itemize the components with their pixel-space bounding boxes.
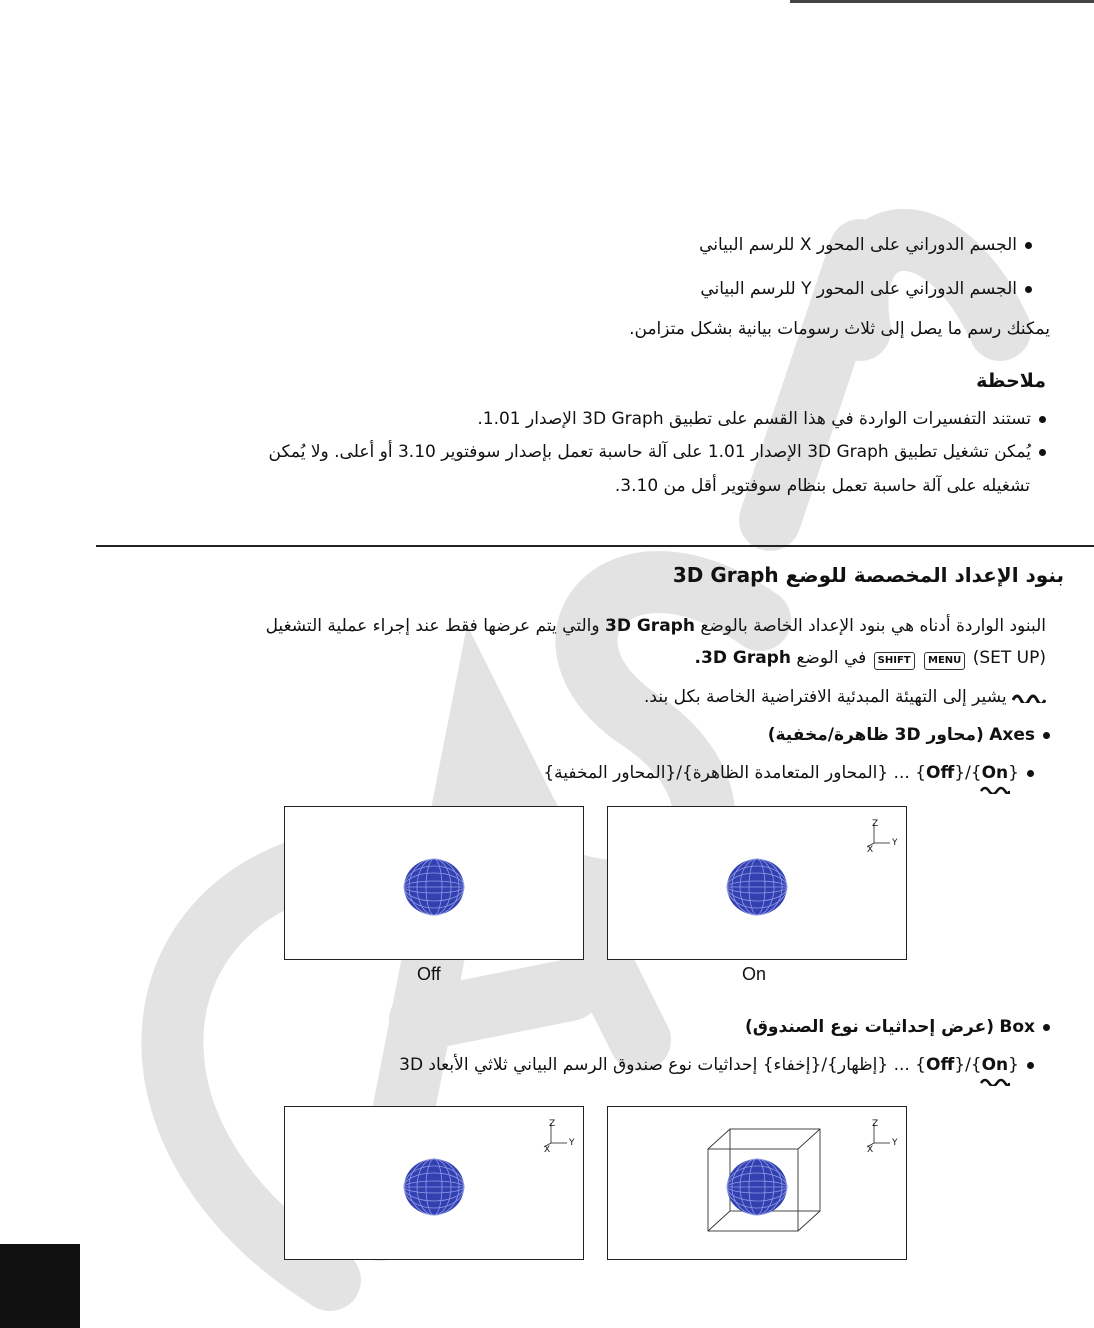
intro-bullet-y: الجسم الدوراني على المحور Y للرسم البياني bbox=[700, 278, 1032, 300]
sphere-graph bbox=[285, 807, 583, 959]
bullet-dot bbox=[1039, 449, 1046, 456]
bullet-dot bbox=[1027, 1062, 1034, 1069]
bullet-dot bbox=[1043, 732, 1050, 739]
note-title: ملاحظة bbox=[976, 370, 1046, 392]
page-tab-marker bbox=[0, 1244, 80, 1328]
box-options: {On }/{Off} ... {إظهار}/{إخفاء} إحداثيات نوع صندوق الرسم البياني ثلاثي الأبعاد 3D bbox=[399, 1054, 1034, 1076]
axis-label-x: X bbox=[544, 1145, 551, 1155]
shift-key: SHIFT bbox=[874, 652, 915, 670]
box-on-screen bbox=[607, 1106, 907, 1260]
axes-off-caption: Off bbox=[417, 964, 441, 984]
axes-off-screen bbox=[284, 806, 584, 960]
section-desc-line2: (SET UP) MENU SHIFT في الوضع 3D Graph. bbox=[694, 648, 1046, 668]
intro-bullet-x: الجسم الدوراني على المحور X للرسم البياني bbox=[699, 234, 1032, 256]
axis-indicator-icon bbox=[544, 1123, 567, 1147]
box-off-screen bbox=[284, 1106, 584, 1260]
default-wavy-icon bbox=[980, 784, 1010, 794]
box-heading: Box (عرض إحداثيات نوع الصندوق) bbox=[745, 1016, 1050, 1038]
axes-on-caption: On bbox=[742, 964, 767, 984]
axis-label-x: X bbox=[867, 1145, 874, 1155]
note-item-2: يُمكن تشغيل تطبيق 3D Graph الإصدار 1.01 على آلة حاسبة تعمل بإصدار سوفتوير 3.10 أو أعلى. ولا يُمكن bbox=[269, 441, 1046, 463]
axis-label-z: Z bbox=[549, 1119, 556, 1129]
axis-label-z: Z bbox=[872, 819, 879, 829]
note-item-2-cont: تشغيله على آلة حاسبة تعمل بنظام سوفتوير أقل من 3.10. bbox=[614, 476, 1030, 496]
default-legend: يشير إلى التهيئة المبدئية الافتراضية الخاصة بكل بند. bbox=[644, 686, 1046, 708]
section-divider bbox=[96, 545, 1094, 547]
top-rule bbox=[790, 0, 1094, 3]
bullet-dot bbox=[1039, 416, 1046, 423]
sphere-graph bbox=[285, 1107, 583, 1259]
axes-heading: Axes (محاور 3D ظاهرة/مخفية) bbox=[768, 724, 1050, 746]
bullet-dot bbox=[1025, 242, 1032, 249]
axis-indicator-icon bbox=[867, 823, 890, 847]
axes-options: {On }/{Off} ... {المحاور المتعامدة الظاهرة}/{المحاور المخفية} bbox=[543, 762, 1034, 784]
default-wavy-icon bbox=[1012, 691, 1046, 703]
bullet-dot bbox=[1043, 1024, 1050, 1031]
default-wavy-icon bbox=[980, 1076, 1010, 1086]
axes-on-screen bbox=[607, 806, 907, 960]
menu-key: MENU bbox=[924, 652, 965, 670]
sphere-box-graph bbox=[608, 1107, 906, 1259]
bullet-dot bbox=[1027, 770, 1034, 777]
bullet-dot bbox=[1025, 286, 1032, 293]
axis-indicator-icon bbox=[867, 1123, 890, 1147]
sphere-graph bbox=[608, 807, 906, 959]
intro-summary: يمكنك رسم ما يصل إلى ثلاث رسومات بيانية بشكل متزامن. bbox=[629, 319, 1050, 339]
axis-label-y: Y bbox=[569, 1138, 575, 1148]
axis-label-y: Y bbox=[892, 1138, 898, 1148]
section-desc-line1: البنود الواردة أدناه هي بنود الإعداد الخاصة بالوضع 3D Graph والتي يتم عرضها فقط عند إجراء عملية التشغيل bbox=[265, 616, 1046, 636]
axis-label-y: Y bbox=[892, 838, 898, 848]
section-title: بنود الإعداد المخصصة للوضع 3D Graph bbox=[672, 563, 1064, 587]
axis-label-x: X bbox=[867, 845, 874, 855]
axis-label-z: Z bbox=[872, 1119, 879, 1129]
note-item-1: تستند التفسيرات الواردة في هذا القسم على تطبيق 3D Graph الإصدار 1.01. bbox=[477, 408, 1046, 430]
